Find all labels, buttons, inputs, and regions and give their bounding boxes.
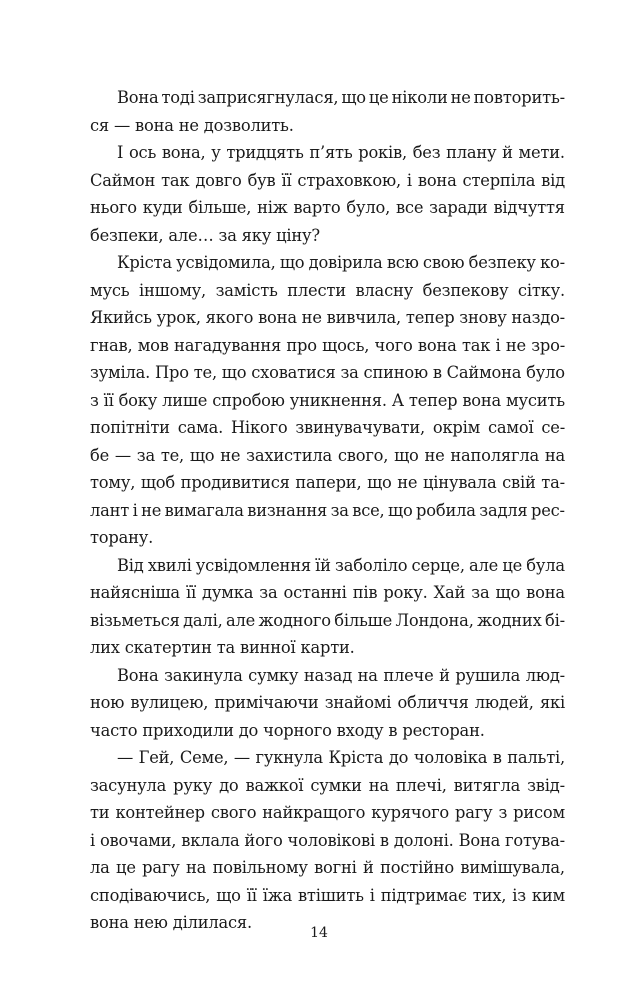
- text-line: засунула руку до важкої сумки на плечі, витягла звід-: [90, 775, 565, 795]
- text-line: ла це рагу на повільному вогні й постійно вимішувала,: [90, 858, 565, 877]
- text-line: ною вулицею, примічаючи знайомі обличчя людей, які: [90, 693, 565, 712]
- text-line: часто приходили до чорного входу в ресторан.: [90, 720, 485, 740]
- text-line: зуміла. Про те, що сховатися за спиною в Саймона було: [90, 363, 565, 382]
- text-line: вона нею ділилася.: [90, 913, 252, 932]
- text-line: гнав, мов нагадування про щось, чого вона так і не зро-: [90, 335, 565, 355]
- text-line: ти контейнер свого найкращого курячого рагу з рисом: [90, 803, 565, 822]
- text-line: тому, щоб продивитися папери, що не цінувала свій та-: [90, 473, 565, 492]
- text-line: найясніша її думка за останні пів року. Хай за що вона: [90, 583, 565, 602]
- text-line: лих скатертин та винної карти.: [90, 638, 355, 657]
- text-line: Саймон так довго був її страховкою, і вона стерпіла від: [90, 170, 565, 190]
- text-line: безпеки, але… за яку ціну?: [90, 225, 320, 245]
- text-line: візьметься далі, але жодного більше Лондона, жодних бі-: [90, 610, 565, 630]
- text-line: Від хвилі усвідомлення їй заболіло серце, але це була: [117, 555, 565, 575]
- text-line: і овочами, вклала його чоловікові в долоні. Вона готува-: [90, 830, 565, 850]
- text-line: бе — за те, що не захистила свого, що не наполягла на: [90, 445, 565, 465]
- text-line: Якийсь урок, якого вона не вивчила, тепер знову наздо-: [90, 308, 565, 327]
- text-line: Вона закинула сумку назад на плече й рушила люд-: [117, 665, 565, 685]
- page-number: 14: [310, 925, 328, 941]
- text-line: І ось вона, у тридцять п’ять років, без плану й мети.: [117, 143, 565, 162]
- text-line: лант і не вимагала визнання за все, що робила задля рес-: [90, 500, 565, 520]
- text-line: попітніти сама. Нікого звинувачувати, окрім самої се-: [90, 418, 565, 437]
- text-line: Вона тоді заприсягнулася, що це ніколи не повторить-: [117, 88, 565, 107]
- text-line: сподіваючись, що її їжа втішить і підтримає тих, із ким: [90, 885, 565, 905]
- text-line: — Гей, Семе, — гукнула Кріста до чоловіка в пальті,: [117, 748, 565, 767]
- text-line: нього куди більше, ніж варто було, все заради відчуття: [90, 198, 565, 217]
- text-line: з її боку лише спробою уникнення. А тепер вона мусить: [90, 390, 565, 410]
- text-line: Кріста усвідомила, що довірила всю свою безпеку ко-: [117, 253, 565, 272]
- text-line: ся — вона не дозволить.: [90, 115, 294, 135]
- text-line: мусь іншому, замість плести власну безпекову сітку.: [90, 280, 565, 300]
- body-text: [90, 84, 565, 937]
- text-line: торану.: [90, 528, 154, 547]
